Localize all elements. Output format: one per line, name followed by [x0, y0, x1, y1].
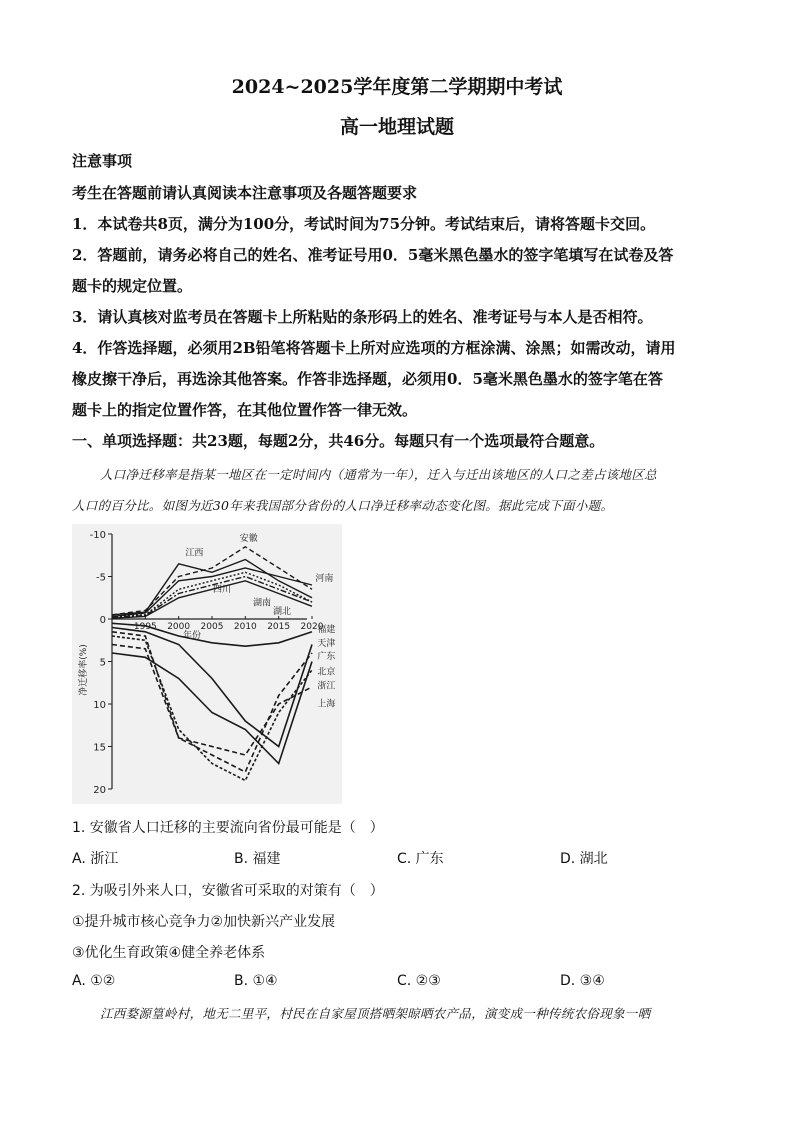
series-label: 河南 — [315, 573, 334, 584]
q2-option-d[interactable]: D. ③④ — [560, 973, 605, 989]
passage-1-line-2: 人口的百分比。如图为近30年来我国部分省份的人口净迁移率动态变化图。据此完成下面小题。 — [72, 498, 614, 513]
notice-intro: 考生在答题前请认真阅读本注意事项及各题答题要求 — [72, 184, 418, 202]
series-label: 浙江 — [317, 681, 336, 692]
y-tick-label: 20 — [93, 785, 106, 796]
notice-item-2b: 题卡的规定位置。 — [72, 277, 193, 295]
q2-option-a[interactable]: A. ①② — [72, 973, 116, 989]
passage-1-line-1: 人口净迁移率是指某一地区在一定时间内（通常为一年），迁入与迁出该地区的人口之差占该地区总 — [100, 467, 657, 482]
notice-item-4c: 题卡上的指定位置作答，在其他位置作答一律无效。 — [72, 401, 418, 419]
q2-option-c[interactable]: C. ②③ — [397, 973, 441, 989]
series-label: 湖南 — [252, 598, 272, 609]
x-axis-label: 年份 — [182, 631, 202, 641]
q1-option-b[interactable]: B. 福建 — [234, 851, 281, 867]
series-label: 北京 — [317, 667, 336, 678]
passage-2-line-1: 江西婺源篁岭村，地无二里平，村民在自家屋顶搭晒架晾晒农产品，演变成一种传统农俗现象一晒 — [100, 1006, 651, 1021]
notice-item-4a: 4．作答选择题，必须用2B铅笔将答题卡上所对应选项的方框涂满、涂黑；如需改动，请用 — [72, 339, 676, 357]
series-label: 天津 — [317, 639, 336, 650]
series-label: 上海 — [317, 699, 336, 710]
notice-heading: 注意事项 — [72, 152, 133, 170]
y-tick-label: 0 — [99, 615, 106, 626]
section-heading: 一、单项选择题：共23题，每题2分，共46分。每题只有一个选项最符合题意。 — [72, 432, 605, 450]
y-axis-label: 净迁移率(%) — [79, 644, 89, 696]
x-tick-label: 2015 — [267, 622, 291, 632]
q1-option-c[interactable]: C. 广东 — [397, 851, 444, 867]
notice-item-3: 3．请认真核对监考员在答题卡上所粘贴的条形码上的姓名、准考证号与本人是否相符。 — [72, 308, 653, 326]
notice-item-1: 1．本试卷共8页，满分为100分，考试时间为75分钟。考试结束后，请将答题卡交回。 — [72, 215, 656, 233]
y-tick-label: -10 — [89, 530, 106, 541]
series-label: 安徽 — [239, 533, 258, 544]
series-label: 四川 — [212, 584, 232, 595]
x-tick-label: 2000 — [167, 622, 191, 632]
question-2-line-2: ③优化生育政策④健全养老体系 — [72, 945, 266, 961]
q2-option-b[interactable]: B. ①④ — [234, 973, 278, 989]
series-label: 湖北 — [272, 606, 292, 617]
notice-item-4b: 橡皮擦干净后，再选涂其他答案。作答非选择题，必须用0．5毫米黑色墨水的签字笔在答 — [72, 370, 663, 388]
x-tick-label: 1995 — [133, 622, 157, 632]
exam-subtitle: 高一地理试题 — [339, 116, 454, 138]
y-tick-label: 10 — [93, 700, 106, 711]
y-tick-label: 5 — [99, 657, 106, 669]
series-label: 福建 — [317, 624, 336, 635]
y-tick-label: -5 — [96, 572, 106, 584]
question-2-line-1: ①提升城市核心竞争力②加快新兴产业发展 — [72, 914, 336, 930]
notice-item-2a: 2．答题前，请务必将自己的姓名、准考证号用0．5毫米黑色墨水的签字笔填写在试卷及答 — [72, 246, 674, 264]
y-tick-label: 15 — [93, 742, 106, 754]
q1-option-d[interactable]: D. 湖北 — [560, 851, 608, 867]
x-tick-label: 2010 — [233, 622, 257, 632]
q1-option-a[interactable]: A. 浙江 — [72, 851, 119, 867]
x-tick-label: 2020 — [300, 622, 324, 632]
series-label: 广东 — [317, 651, 336, 662]
question-1-stem: 1. 安徽省人口迁移的主要流向省份最可能是（ ） — [72, 820, 384, 836]
migration-rate-chart — [72, 524, 342, 804]
x-tick-label: 2005 — [200, 622, 224, 632]
series-label: 江西 — [185, 548, 204, 559]
exam-title: 2024~2025学年度第二学期期中考试 — [231, 76, 563, 98]
question-2-stem: 2. 为吸引外来人口，安徽省可采取的对策有（ ） — [72, 883, 384, 899]
